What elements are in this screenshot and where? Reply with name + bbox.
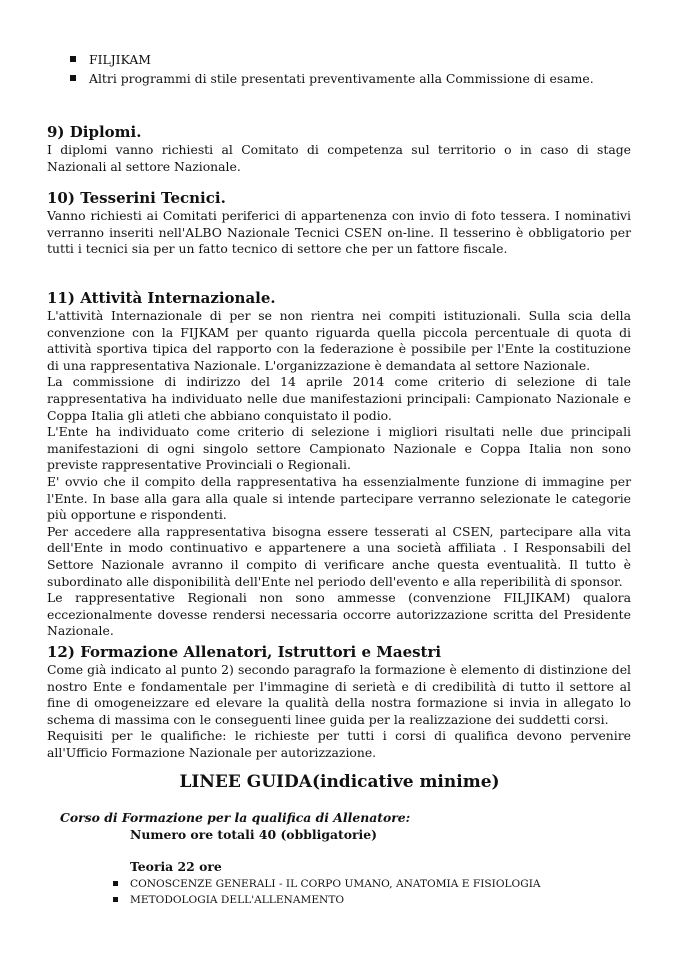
list-item: [70, 69, 594, 88]
top-bullet-list: [70, 50, 594, 88]
section-paragraph: Le rappresentative Regionali non sono ammesse (convenzione FILJIKAM) qualora eccezionalmente dovesse rendersi necessaria occorre autorizzazione scritta del Presidente Nazionale.: [47, 590, 631, 639]
list-item: [113, 892, 541, 908]
list-item-text: Altri programmi di stile presentati preventivamente alla Commissione di esame.: [89, 71, 594, 86]
section-diplomi: [47, 122, 631, 175]
section-paragraph: Come già indicato al punto 2) secondo paragrafo la formazione è elemento di distinzione del nostro Ente e fondamentale per l'immagine di serietà e di credibilità di tutto il settore al fine di omogeneizzare ed elevare la qualità della nostra formazione si invia in allegato lo schema di massima con le conseguenti linee guida per la realizzazione dei suddetti corsi.: [47, 662, 631, 727]
section-paragraph: Vanno richiesti ai Comitati periferici di appartenenza con invio di foto tessera. I nominativi verranno inseriti nell'ALBO Nazionale Tecnici CSEN on-line. Il tesserino è obbligatorio per tutti i tecnici sia per un fatto tecnico di settore che per un fattore fiscale.: [47, 208, 631, 257]
section-paragraph: L'attività Internazionale di per se non rientra nei compiti istituzionali. Sulla scia della convenzione con la FIJKAM per quanto riguarda quella piccola percentuale di quota di attività sportiva tipica del rapporto con la federazione è possibile per l'Ente la costituzione di una rappresentativa Nazionale. L'organizzazione è demandata al settore Nazionale.: [47, 308, 631, 373]
section-heading: 10) Tesserini Tecnici.: [47, 189, 226, 207]
course-title: Corso di Formazione per la qualifica di Allenatore:: [60, 810, 411, 825]
theory-topic-list: [113, 876, 541, 908]
total-hours: Numero ore totali 40 (obbligatorie): [130, 827, 377, 842]
section-paragraph: La commissione di indirizzo del 14 aprile 2014 come criterio di selezione di tale rappresentativa ha individuato nelle due manifestazioni principali: Campionato Nazionale e Coppa Italia gli atleti che abbiano conquistato il podio.: [47, 374, 631, 423]
section-paragraph: E' ovvio che il compito della rappresentativa ha essenzialmente funzione di immagine per l'Ente. In base alla gara alla quale si intende partecipare verranno selezionate le categorie più opportune e rispondenti.: [47, 473, 631, 523]
list-item: [70, 50, 594, 69]
section-heading: 12) Formazione Allenatori, Istruttori e Maestri: [47, 643, 442, 661]
square-bullet-icon: [113, 897, 118, 902]
section-paragraph: I diplomi vanno richiesti al Comitato di competenza sul territorio o in caso di stage Nazionali al settore Nazionale.: [47, 142, 631, 174]
list-item-text: FILJIKAM: [89, 52, 151, 67]
section-paragraph: Requisiti per le qualifiche: le richieste per tutti i corsi di qualifica devono pervenire all'Ufficio Formazione Nazionale per autorizzazione.: [47, 728, 631, 760]
section-formazione: [47, 642, 631, 762]
section-heading: 11) Attività Internazionale.: [47, 289, 276, 307]
list-item-text: METODOLOGIA DELL'ALLENAMENTO: [130, 894, 345, 906]
theory-hours: Teoria 22 ore: [130, 859, 222, 874]
list-item-text: CONOSCENZE GENERALI - IL CORPO UMANO, ANATOMIA E FISIOLOGIA: [130, 878, 541, 890]
section-paragraph: L'Ente ha individuato come criterio di selezione i migliori risultati nelle due principali manifestazioni di ogni singolo settore Campionato Nazionale e Coppa Italia non sono previste rappresentative Provinciali o Regionali.: [47, 424, 631, 473]
section-heading: 9) Diplomi.: [47, 123, 142, 141]
square-bullet-icon: [70, 56, 76, 62]
square-bullet-icon: [113, 881, 118, 886]
section-attivita-internazionale: [47, 288, 631, 640]
section-tesserini-tecnici: [47, 188, 631, 258]
list-item: [113, 876, 541, 892]
square-bullet-icon: [70, 75, 76, 81]
guidelines-title: LINEE GUIDA(indicative minime): [179, 772, 500, 792]
section-paragraph: Per accedere alla rappresentativa bisogna essere tesserati al CSEN, partecipare alla vita dell'Ente in modo continuativo e appartenere a una società affiliata . I Responsabili del Settore Nazionale avranno il compito di verificare anche questa eventualità. Il tutto è subordinato alle disponibilità dell'Ente nel periodo dell'evento e alla reperibilità di sponsor.: [47, 523, 631, 589]
